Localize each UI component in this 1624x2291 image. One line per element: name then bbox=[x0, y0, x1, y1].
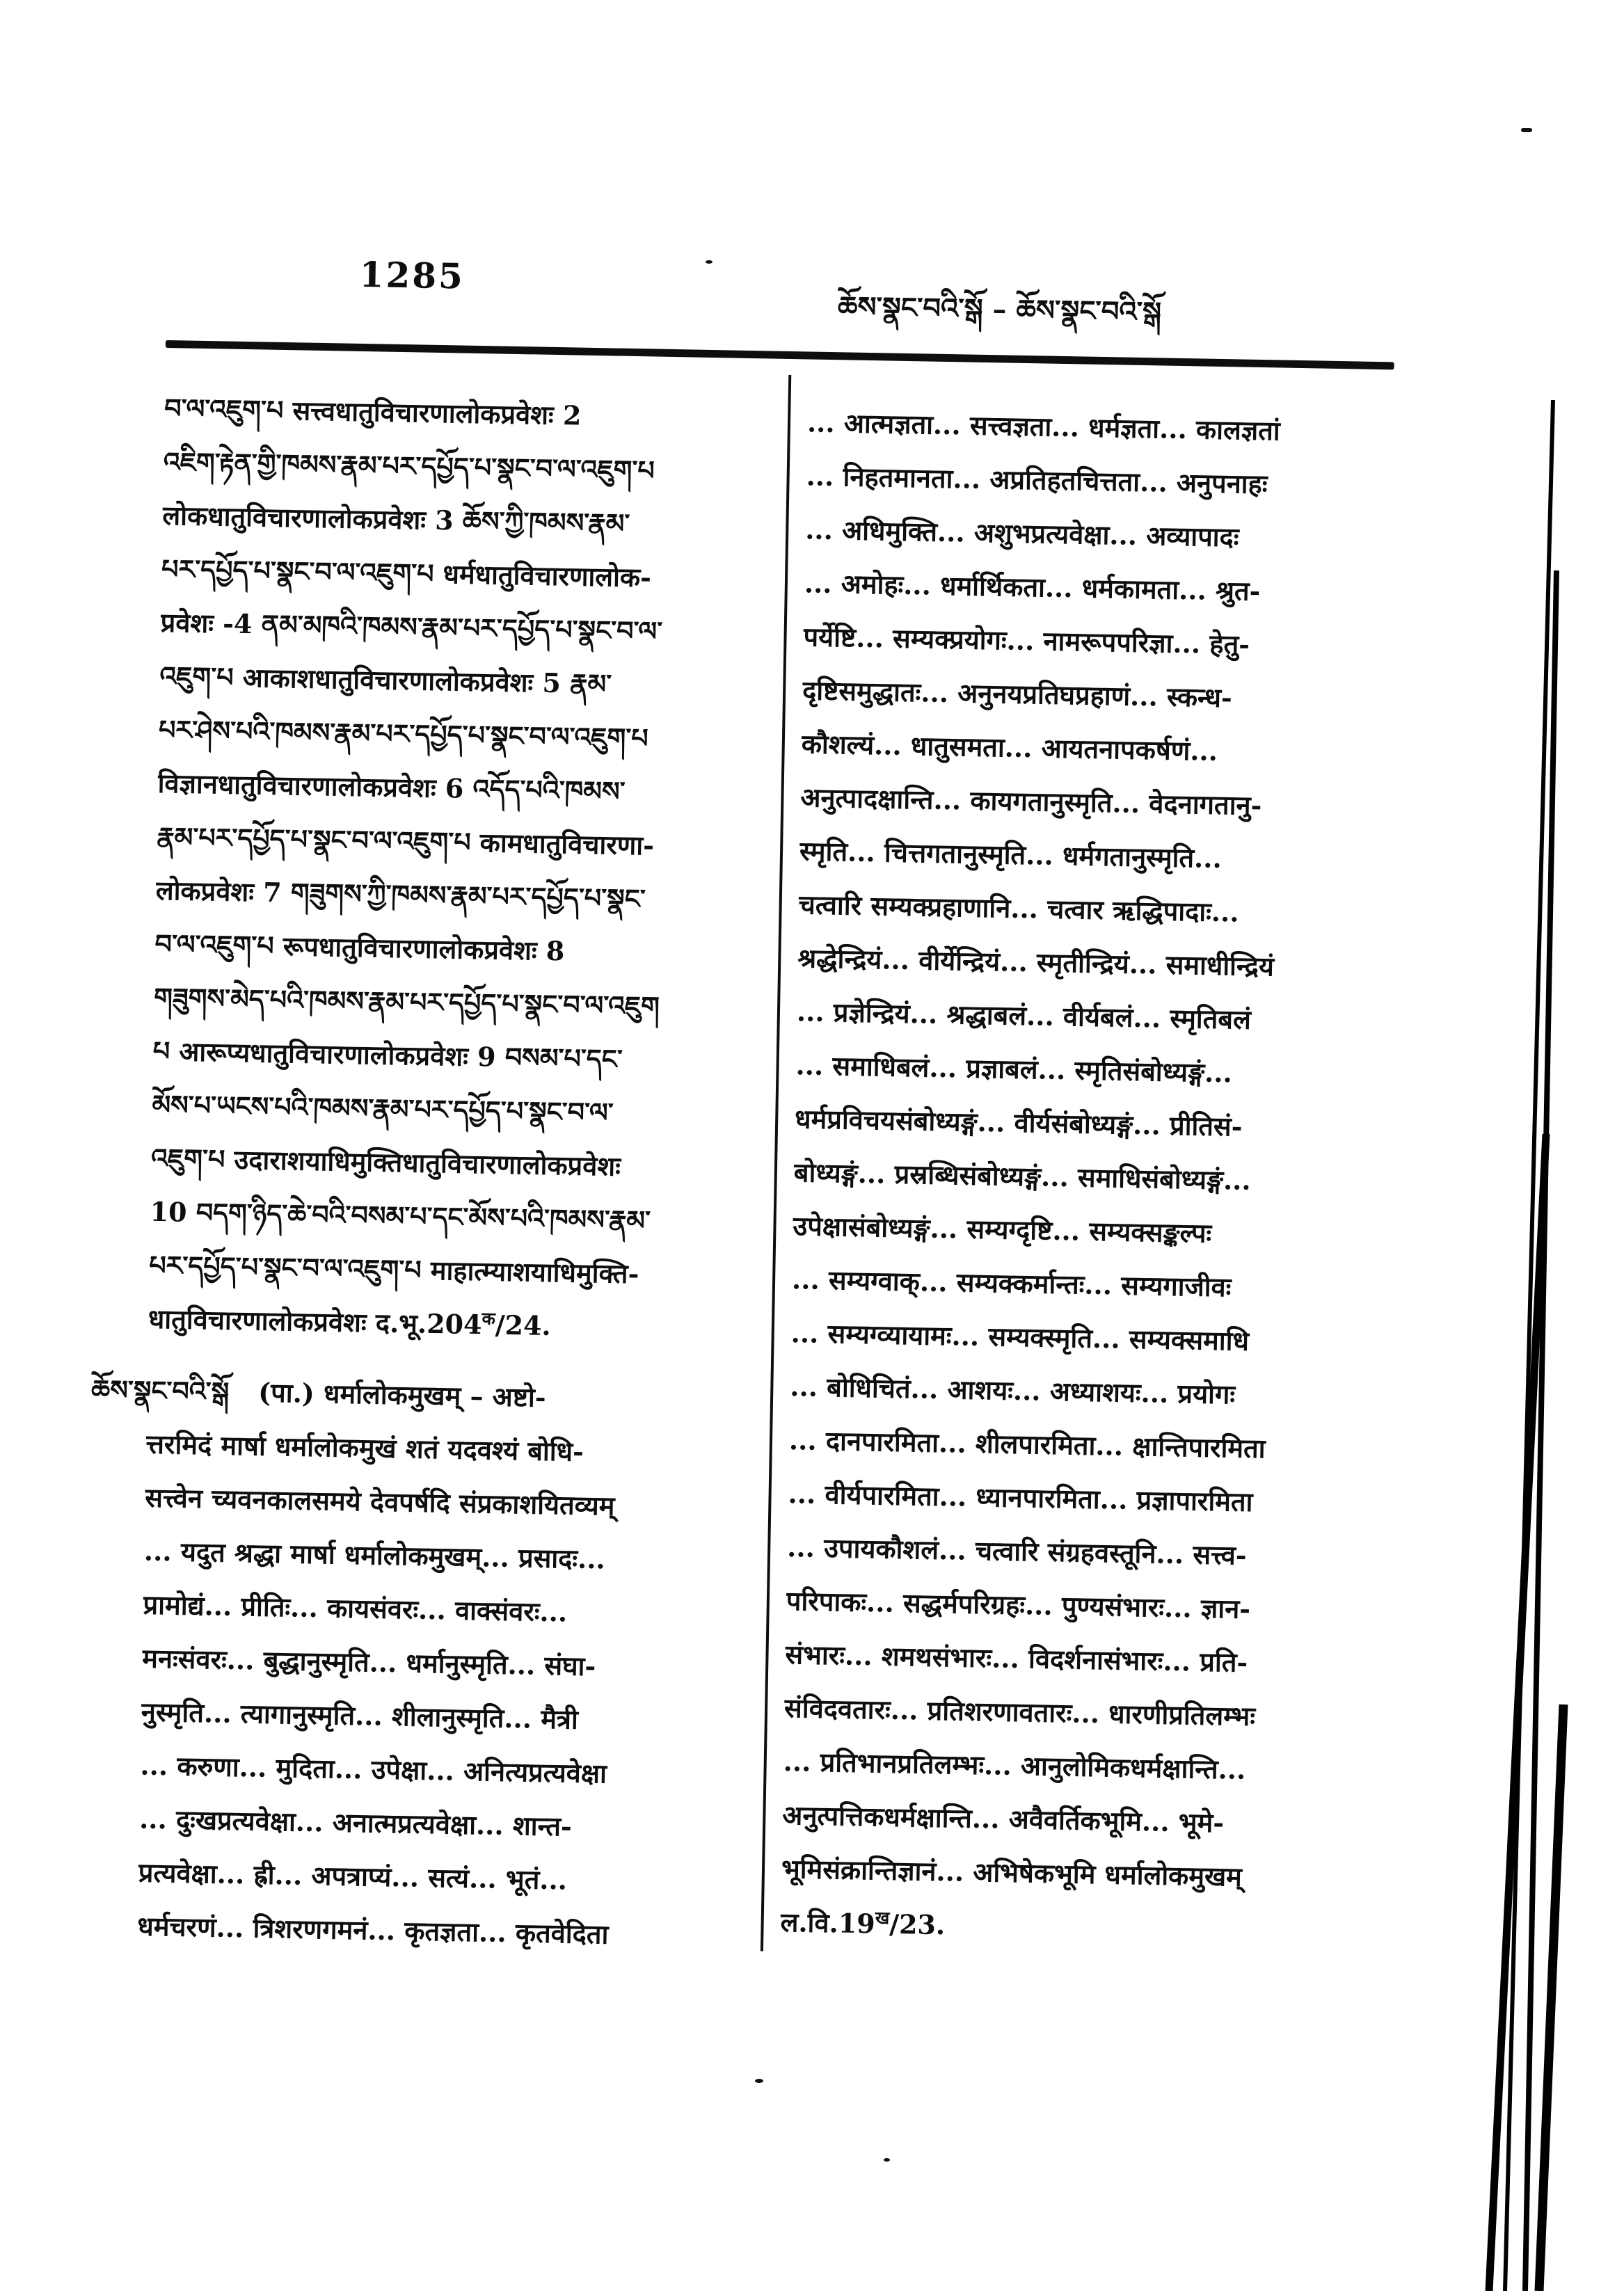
text-line: धर्मचरणं... त्रिशरणगमनं... कृतज्ञता... कृतवेदिता bbox=[137, 1910, 609, 1950]
text-line: ... सम्यग्व्यायामः... सम्यक्स्मृति... सम्यक्समाधि bbox=[790, 1317, 1250, 1357]
text-line: རྣམ་པར་དཔྱོད་པ་སྣང་བ་ལ་འཇུག་པ कामधातुविचारणा- bbox=[156, 820, 655, 861]
text-line: ... प्रतिभानप्रतिलम्भः... आनुलोमिकधर्मक्षान्ति... bbox=[783, 1746, 1246, 1785]
citation-superscript: ख bbox=[875, 1907, 890, 1929]
text-line: ... समाधिबलं... प्रज्ञाबलं... स्मृतिसंबोध्यङ्गं... bbox=[795, 1049, 1233, 1089]
citation-text: /23. bbox=[889, 1908, 946, 1941]
entry-headword-tibetan: ཆོས་སྣང་བའི་སྒོ bbox=[90, 1373, 230, 1407]
text-line: ... यदुत श्रद्धा मार्षा धर्मालोकमुखम्... प्रसादः... bbox=[143, 1535, 606, 1575]
text-line: दृष्टिसमुद्धातः... अनुनयप्रतिघप्रहाणं... स्कन्ध- bbox=[802, 674, 1233, 714]
text-line: 10 བདག་ཉིད་ཆེ་བའི་བསམ་པ་དང་མོས་པའི་ཁམས་རྣམ་ bbox=[150, 1195, 651, 1236]
text-line: འཇིག་རྟེན་གྱི་ཁམས་རྣམ་པར་དཔྱོད་པ་སྣང་བ་ལ་འཇུག་པ bbox=[163, 445, 655, 486]
scan-speck bbox=[706, 260, 713, 264]
text-line: धर्मप्रविचयसंबोध्यङ्गं... वीर्यसंबोध्यङ्गं... प्रीतिसं- bbox=[794, 1103, 1243, 1142]
text-line: विज्ञानधातुविचारणालोकप्रवेशः 6 འདོད་པའི་ཁམས་ bbox=[157, 767, 626, 807]
text-line: बोध्यङ्गं... प्रस्रब्धिसंबोध्यङ्गं... समाधिसंबोध्यङ्गं... bbox=[793, 1156, 1252, 1196]
text-line: ... अमोहः... धर्मार्थिकता... धर्मकामता... श्रुत- bbox=[804, 567, 1261, 607]
text-line: उपेक्षासंबोध्यङ्गं... सम्यग्दृष्टि... सम्यक्सङ्कल्पः bbox=[793, 1210, 1212, 1249]
right-column bbox=[780, 395, 1462, 1960]
text-line: लोकधातुविचारणालोकप्रवेशः 3 ཆོས་ཀྱི་ཁམས་རྣམ་ bbox=[162, 499, 630, 539]
text-line: अनुत्पादक्षान्ति... कायगतानुस्मृति... वेदनागतानु- bbox=[800, 781, 1262, 822]
entry-head-text: (पा.) धर्मालोकमुखम् – अष्टो- bbox=[257, 1376, 547, 1413]
citation-reference bbox=[780, 1895, 1435, 1961]
entry-continuation-lines bbox=[149, 381, 772, 1302]
text-line: ... सम्यग्वाक्... सम्यक्कर्मान्तः... सम्यगाजीवः bbox=[791, 1263, 1232, 1303]
text-line: མོས་པ་ཡངས་པའི་ཁམས་རྣམ་པར་དཔྱོད་པ་སྣང་བ་ལ་ bbox=[152, 1088, 614, 1128]
dictionary-entry bbox=[90, 1364, 754, 1963]
page-number: 1285 bbox=[359, 253, 465, 297]
header-rule bbox=[166, 340, 1394, 369]
entry-continuation bbox=[148, 381, 772, 1356]
text-line: ... वीर्यपारमिता... ध्यानपारमिता... प्रज्ञापारमिता bbox=[788, 1478, 1253, 1518]
text-line: अनुत्पत्तिकधर्मक्षान्ति... अवैवर्तिकभूमि... भूमे- bbox=[782, 1799, 1225, 1839]
running-head-tibetan: ཆོས་སྣང་བའི་སྒོ – ཆོས་སྣང་བའི་སྒོ bbox=[837, 290, 1162, 329]
citation-text: धातुविचारणालोकप्रवेशः द.भू.204 bbox=[148, 1302, 482, 1341]
text-line: भूमिसंक्रान्तिज्ञानं... अभिषेकभूमि धर्मालोकमुखम् bbox=[781, 1853, 1243, 1892]
text-line: ... निहतमानता... अप्रतिहतचित्तता... अनुपनाहः bbox=[806, 460, 1268, 500]
text-line: स्मृति... चित्तगतानुस्मृति... धर्मगतानुस्मृति... bbox=[799, 835, 1223, 875]
text-line: འཇུག་པ आकाशधातुविचारणालोकप्रवेशः 5 རྣམ་ bbox=[159, 660, 612, 700]
text-line: पर्येष्टि... सम्यक्प्रयोगः... नामरूपपरिज्ञा... हेतु- bbox=[803, 621, 1250, 660]
text-line: ... दानपारमिता... शीलपारमिता... क्षान्तिपारमिता bbox=[788, 1424, 1266, 1464]
text-line: चत्वारि सम्यक्प्रहाणानि... चत्वार ऋद्धिपादाः... bbox=[798, 888, 1239, 928]
text-line: प्रामोद्यं... प्रीतिः... कायसंवरः... वाक्संवरः... bbox=[143, 1588, 568, 1628]
text-line: པར་ཤེས་པའི་ཁམས་རྣམ་པར་དཔྱོད་པ་སྣང་བ་ལ་འཇུག་པ bbox=[158, 713, 648, 754]
text-line: सत्त्वेन च्यवनकालसमये देवपर्षदि संप्रकाशयितव्यम् bbox=[145, 1481, 615, 1522]
right-column-lines bbox=[781, 395, 1461, 1906]
text-line: པར་དཔྱོད་པ་སྣང་བ་ལ་འཇུག་པ धर्मधातुविचारणालोक- bbox=[161, 552, 652, 593]
text-line: པར་དཔྱོད་པ་སྣང་བ་ལ་འཇུག་པ माहात्म्याशयाधिमुक्ति- bbox=[148, 1249, 639, 1290]
text-line: कौशल्यं... धातुसमता... आयतनापकर्षणं... bbox=[801, 728, 1218, 767]
text-line: ... प्रज्ञेन्द्रियं... श्रद्धाबलं... वीर्यबलं... स्मृतिबलं bbox=[796, 996, 1252, 1035]
text-line: ... उपायकौशलं... चत्वारि संग्रहवस्तूनि... सत्त्व- bbox=[786, 1531, 1248, 1571]
text-line: प्रत्यवेक्षा... ह्री... अपत्राप्यं... सत्यं... भूतं... bbox=[138, 1856, 568, 1896]
text-line: ... अधिमुक्ति... अशुभप्रत्यवेक्षा... अव्यापादः bbox=[804, 513, 1239, 553]
left-column bbox=[90, 381, 772, 1963]
text-line: लोकप्रवेशः 7 གཟུགས་ཀྱི་ཁམས་རྣམ་པར་དཔྱོད་པ་སྣང་ bbox=[155, 874, 646, 915]
text-line: त्तरमिदं मार्षा धर्मालोकमुखं शतं यदवश्यं बोधि- bbox=[145, 1428, 584, 1467]
text-line: परिपाकः... सद्धर्मपरिग्रहः... पुण्यसंभारः... ज्ञान- bbox=[786, 1585, 1251, 1625]
text-line: ... दुःखप्रत्यवेक्षा... अनात्मप्रत्यवेक्षा... शान्त- bbox=[138, 1803, 573, 1842]
text-line: ... बोधिचितं... आशयः... अध्याशयः... प्रयोगः bbox=[789, 1371, 1236, 1410]
text-line: བ་ལ་འཇུག་པ रूपधातुविचारणालोकप्रवेशः 8 bbox=[154, 927, 565, 967]
text-line: नुस्मृति... त्यागानुस्मृति... शीलानुस्मृति... मैत्री bbox=[141, 1695, 579, 1735]
text-line: संभारः... शमथसंभारः... विदर्शनासंभारः... प्रति- bbox=[785, 1638, 1248, 1678]
text-line: པ आरूप्यधातुविचारणालोकप्रवेशः 9 བསམ་པ་དང་ bbox=[152, 1035, 623, 1075]
text-line: श्रद्धेन्द्रियं... वीर्येन्द्रियं... स्मृतीन्द्रियं... समाधीन्द्रियं bbox=[797, 942, 1275, 982]
citation-reference bbox=[148, 1292, 755, 1357]
text-line: प्रवेशः -4 ནམ་མཁའི་ཁམས་རྣམ་པར་དཔྱོད་པ་སྣང་བ་ལ་ bbox=[160, 606, 663, 647]
text-line: ... करुणा... मुदिता... उपेक्षा... अनित्यप्रत्यवेक्षा bbox=[140, 1749, 607, 1789]
entry-body-lines bbox=[137, 1417, 754, 1963]
citation-text: /24. bbox=[495, 1309, 552, 1342]
scan-speck bbox=[884, 2158, 890, 2162]
text-line: संविदवतारः... प्रतिशरणावतारः... धारणीप्रतिलम्भः bbox=[783, 1692, 1256, 1732]
text-line: བ་ལ་འཇུག་པ सत्त्वधातुविचारणालोकप्रवेशः 2 bbox=[164, 392, 582, 431]
scan-speck bbox=[1521, 128, 1532, 132]
text-line: ... आत्मज्ञता... सत्त्वज्ञता... धर्मज्ञता... कालज्ञतां bbox=[806, 406, 1281, 447]
citation-text: ल.वि.19 bbox=[780, 1906, 876, 1940]
citation-superscript: क bbox=[481, 1308, 496, 1329]
text-line: གཟུགས་མེད་པའི་ཁམས་རྣམ་པར་དཔྱོད་པ་སྣང་བ་ལ་འཇུག bbox=[153, 981, 660, 1022]
text-line: འཇུག་པ उदाराशयाधिमुक्तिधातुविचारणालोकप्रवेशः bbox=[150, 1142, 621, 1182]
text-line: मनःसंवरः... बुद्धानुस्मृति... धर्मानुस्मृति... संघा- bbox=[141, 1642, 596, 1682]
scan-speck bbox=[755, 2079, 763, 2083]
